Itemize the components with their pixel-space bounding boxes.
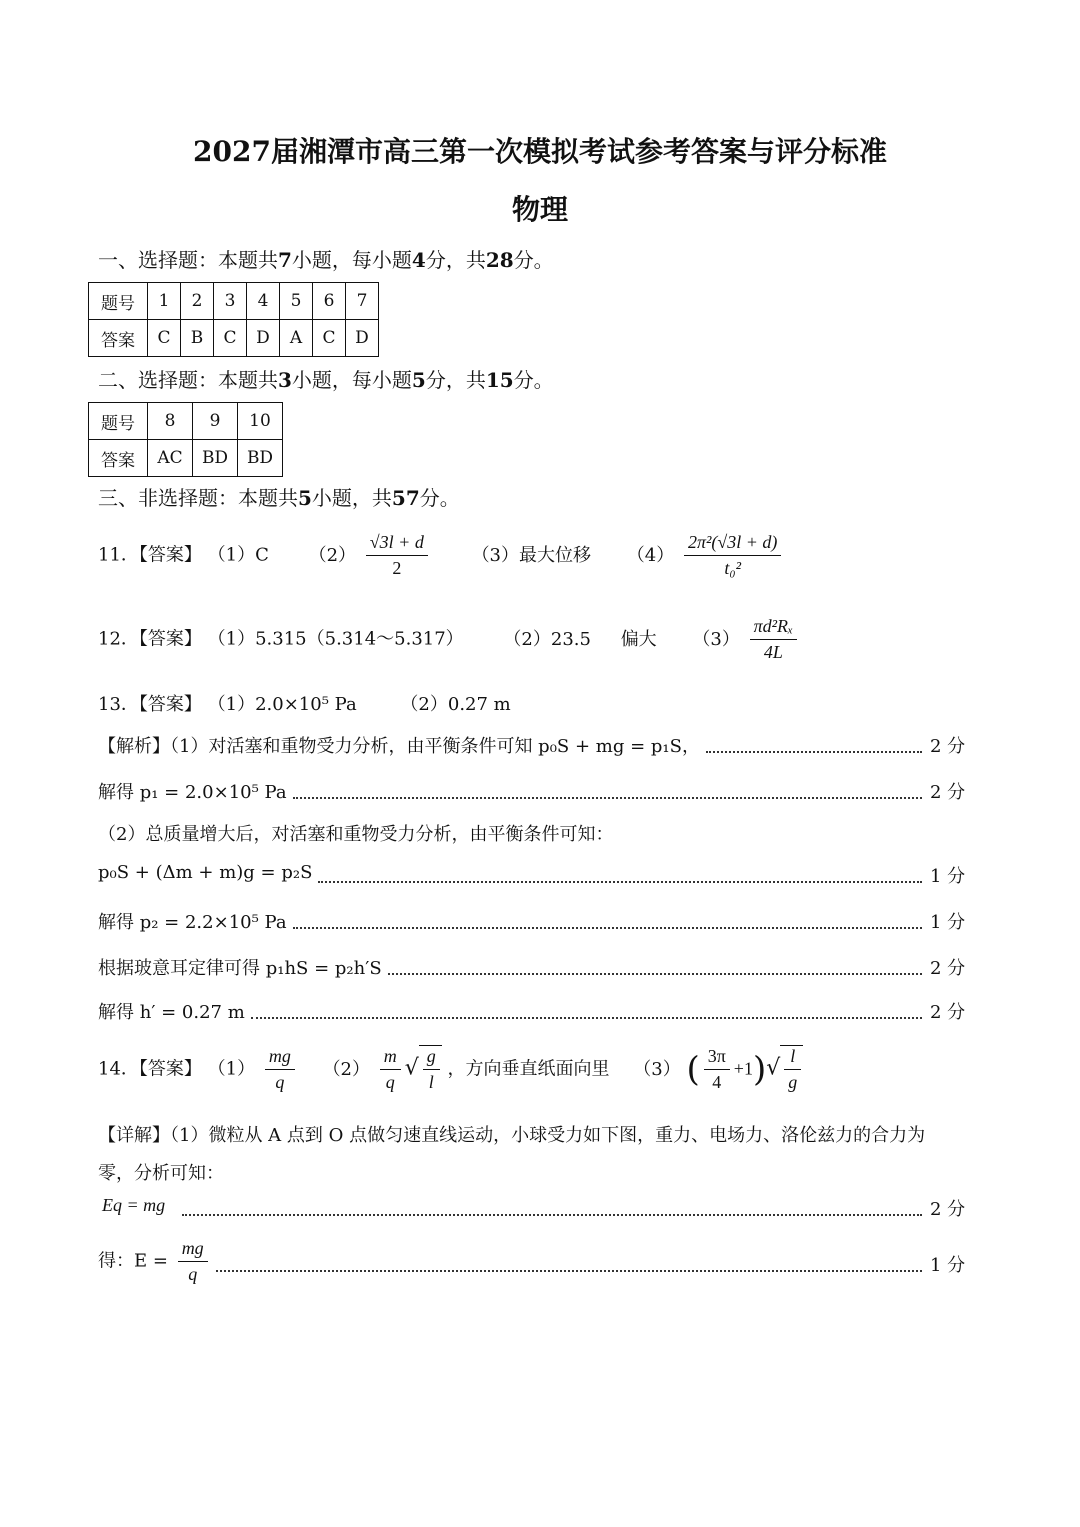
section3-total: 57 xyxy=(391,486,420,510)
section1-mid: 小题，每小题 xyxy=(291,248,412,272)
q12-part2: （2）23.5 xyxy=(503,628,591,650)
q14-eq1-leader xyxy=(182,1214,922,1216)
q14-eq1-score: 2 分 xyxy=(930,1199,966,1220)
q14-eq2-leader xyxy=(216,1270,922,1272)
q14-eq2-score: 1 分 xyxy=(930,1255,966,1276)
question-number-cell: 7 xyxy=(346,283,379,320)
q14-eq2-prefix: 得：E = xyxy=(98,1250,168,1272)
q14-part2-radical-icon: √ xyxy=(404,1055,419,1081)
q11-answer-line xyxy=(98,532,785,579)
section1-suffix: 分。 xyxy=(513,248,554,272)
q14-eq2-fraction xyxy=(178,1238,208,1285)
q14-part3-radical-icon: √ xyxy=(766,1055,781,1081)
q13-analysis-line: 【解析】（1）对活塞和重物受力分析，由平衡条件可知 p₀S + mg = p₁S， xyxy=(98,736,700,757)
answer-cell: C xyxy=(214,320,247,357)
q14-eq2-numerator: mg xyxy=(178,1238,208,1262)
q14-label: 14．【答案】 xyxy=(98,1058,202,1080)
question-number-row xyxy=(89,403,283,440)
q14-part2-denominator: q xyxy=(385,1072,395,1092)
q14-detail-line2: 零，分析可知： xyxy=(98,1163,224,1184)
q12-part3-label: （3） xyxy=(692,628,740,650)
q13-analysis-line: 解得 h′ = 0.27 m xyxy=(98,1002,245,1023)
section3-prefix: 三、非选择题：本题共 xyxy=(98,486,298,510)
q13-analysis-score: 1 分 xyxy=(930,912,966,933)
q14-eq2 xyxy=(98,1238,212,1285)
q13-analysis-leader xyxy=(251,1017,922,1019)
question-number-cell: 9 xyxy=(193,403,238,440)
q14-part2-direction: ，方向垂直纸面向里 xyxy=(447,1058,610,1080)
q13-analysis-line: 根据玻意耳定律可得 p₁hS = p₂h′S xyxy=(98,958,382,979)
q11-part2-fraction xyxy=(366,532,428,579)
q13-analysis-leader xyxy=(388,973,922,975)
q11-part2-label: （2） xyxy=(308,544,357,566)
q14-part3-plus-one: +1 xyxy=(733,1058,753,1079)
q14-eq2-denominator: q xyxy=(188,1264,198,1284)
q13-part1: （1）2.0×10⁵ Pa xyxy=(207,694,357,715)
q13-analysis-line: 解得 p₂ = 2.2×10⁵ Pa xyxy=(98,912,287,933)
q14-part2-radicand xyxy=(423,1046,440,1093)
section2-total: 15 xyxy=(485,368,514,392)
section1-points: 4 xyxy=(411,248,426,272)
q14-part1-fraction xyxy=(265,1046,295,1093)
section2-count: 3 xyxy=(278,368,292,392)
q14-part3-open-paren: ( xyxy=(686,1049,700,1090)
section3-count: 5 xyxy=(298,486,312,510)
q13-analysis-line: （2）总质量增大后，对活塞和重物受力分析，由平衡条件可知： xyxy=(98,824,614,845)
answer-cell: D xyxy=(247,320,280,357)
section2-mid: 小题，每小题 xyxy=(291,368,412,392)
q14-part3-fraction xyxy=(704,1046,730,1093)
answer-cell: A xyxy=(280,320,313,357)
q13-analysis-leader xyxy=(318,881,922,883)
answer-cell: C xyxy=(148,320,181,357)
q11-part1: （1）C xyxy=(207,544,269,566)
row-label: 题号 xyxy=(89,283,148,320)
section1-total: 28 xyxy=(485,248,514,272)
q14-part3-close-paren: ) xyxy=(752,1049,767,1090)
q14-part1-denominator: q xyxy=(275,1072,285,1092)
subject-title: 物理 xyxy=(511,193,568,226)
answer-cell: AC xyxy=(148,440,193,477)
question-number-row xyxy=(89,283,379,320)
answer-cell: BD xyxy=(238,440,283,477)
q11-part4-fraction xyxy=(684,532,781,579)
q14-part2-fraction xyxy=(380,1046,401,1093)
question-number-cell: 1 xyxy=(148,283,181,320)
section1-answer-table xyxy=(88,282,379,357)
section2-answer-table xyxy=(88,402,283,477)
q12-part3-numerator: πd²Rₓ xyxy=(750,616,798,640)
q13-analysis-score: 2 分 xyxy=(930,736,966,757)
question-number-cell: 6 xyxy=(313,283,346,320)
q14-part3-radicand xyxy=(784,1046,801,1093)
q11-label: 11．【答案】 xyxy=(98,544,202,566)
section3-mid: 小题，共 xyxy=(311,486,392,510)
q12-part3-fraction xyxy=(750,616,798,663)
q14-part3-numerator: 3π xyxy=(704,1046,730,1070)
question-number-cell: 4 xyxy=(247,283,280,320)
q14-answer-line xyxy=(98,1045,803,1093)
q14-detail-line1: 【详解】（1）微粒从 A 点到 O 点做匀速直线运动，小球受力如下图，重力、电场力、洛伦兹力的合力为 xyxy=(98,1125,926,1146)
q11-part4-label: （4） xyxy=(626,544,675,566)
q13-analysis-score: 1 分 xyxy=(930,866,966,887)
q12-part2-note: 偏大 xyxy=(620,628,657,650)
q14-part1-numerator: mg xyxy=(265,1046,295,1070)
q12-label: 12．【答案】 xyxy=(98,628,202,650)
document-title: 2027届湘潭市高三第一次模拟考试参考答案与评分标准 xyxy=(193,135,887,168)
section1-mid2: 分，共 xyxy=(425,248,486,272)
q14-part3-label: （3） xyxy=(633,1058,681,1080)
q14-part3-radicand-numerator: l xyxy=(784,1046,801,1070)
section3-heading xyxy=(98,482,460,511)
q13-analysis-leader xyxy=(706,751,922,753)
q11-part4-denominator: t₀² xyxy=(724,558,741,578)
q14-part2-radicand-denominator: l xyxy=(428,1072,434,1092)
q11-part4-numerator: 2π²(√3l + d) xyxy=(684,532,781,556)
question-number-cell: 8 xyxy=(148,403,193,440)
section1-heading xyxy=(98,244,554,273)
q13-analysis-leader xyxy=(293,797,922,799)
q13-analysis-score: 2 分 xyxy=(930,958,966,979)
q13-analysis-line: p₀S + (Δm + m)g = p₂S xyxy=(98,862,313,883)
section2-prefix: 二、选择题：本题共 xyxy=(98,368,278,392)
q13-analysis-line: 解得 p₁ = 2.0×10⁵ Pa xyxy=(98,782,287,803)
q11-part2-denominator: 2 xyxy=(392,558,402,578)
q14-part2-label: （2） xyxy=(322,1058,371,1080)
section2-mid2: 分，共 xyxy=(425,368,486,392)
section2-points: 5 xyxy=(411,368,426,392)
q14-part3-radicand-denominator: g xyxy=(788,1072,798,1092)
answer-row xyxy=(89,440,283,477)
question-number-cell: 5 xyxy=(280,283,313,320)
q11-part2-numerator: √3l + d xyxy=(366,532,428,556)
q11-part3: （3）最大位移 xyxy=(471,544,592,566)
answer-cell: D xyxy=(346,320,379,357)
q14-part2-radicand-numerator: g xyxy=(423,1046,440,1070)
q14-part2-numerator: m xyxy=(380,1046,401,1070)
q12-answer-line xyxy=(98,616,801,663)
q13-answer-line xyxy=(98,690,511,716)
section1-count: 7 xyxy=(278,248,292,272)
q14-eq1: Eq = mg xyxy=(102,1195,166,1215)
row-label: 题号 xyxy=(89,403,148,440)
q13-analysis-score: 2 分 xyxy=(930,782,966,803)
answer-cell: B xyxy=(181,320,214,357)
section2-heading xyxy=(98,364,554,393)
row-label: 答案 xyxy=(89,440,148,477)
q12-part1: （1）5.315（5.314～5.317） xyxy=(207,628,464,650)
answer-cell: C xyxy=(313,320,346,357)
q13-analysis-leader xyxy=(293,927,922,929)
answer-row xyxy=(89,320,379,357)
section3-suffix: 分。 xyxy=(419,486,460,510)
question-number-cell: 2 xyxy=(181,283,214,320)
q12-part3-denominator: 4L xyxy=(763,642,783,662)
answer-cell: BD xyxy=(193,440,238,477)
question-number-cell: 10 xyxy=(238,403,283,440)
q13-analysis-score: 2 分 xyxy=(930,1002,966,1023)
row-label: 答案 xyxy=(89,320,148,357)
section1-prefix: 一、选择题：本题共 xyxy=(98,248,278,272)
q13-part2: （2）0.27 m xyxy=(400,694,511,715)
question-number-cell: 3 xyxy=(214,283,247,320)
q14-part1-label: （1） xyxy=(207,1058,256,1080)
q14-part3-denominator: 4 xyxy=(712,1072,722,1092)
section2-suffix: 分。 xyxy=(513,368,554,392)
q13-label: 13．【答案】 xyxy=(98,694,202,715)
